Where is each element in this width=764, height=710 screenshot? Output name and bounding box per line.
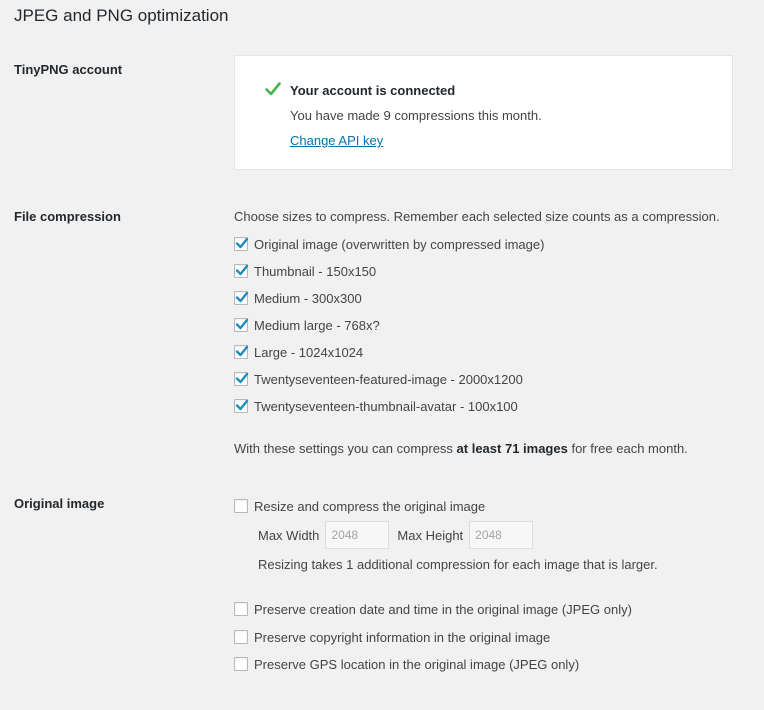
account-connected-title: Your account is connected: [290, 83, 456, 98]
resize-option[interactable]: [234, 497, 485, 515]
compressions-count-text: You have made 9 compressions this month.: [290, 108, 542, 123]
size-label: Medium - 300x300: [254, 290, 362, 306]
preserve-label: Preserve creation date and time in the original image (JPEG only): [254, 601, 632, 617]
original-image-label: Original image: [14, 496, 105, 511]
max-width-label: Max Width: [258, 527, 320, 543]
preserve-creation-date-option[interactable]: [234, 600, 632, 618]
size-option-featured-image[interactable]: [234, 370, 523, 388]
checkmark-icon: [234, 370, 250, 386]
account-status-box: [234, 55, 733, 170]
summary-suffix: for free each month.: [567, 441, 688, 456]
size-option-medium[interactable]: [234, 289, 362, 307]
size-label: Twentyseventeen-thumbnail-avatar - 100x100: [254, 398, 518, 414]
compression-description: Choose sizes to compress. Remember each selected size counts as a compression.: [234, 209, 720, 224]
size-checkbox[interactable]: [234, 399, 248, 413]
connected-check-icon: [265, 82, 281, 96]
size-option-medium-large[interactable]: [234, 316, 380, 334]
checkmark-icon: [234, 289, 250, 305]
checkmark-icon: [234, 343, 250, 359]
preserve-checkbox[interactable]: [234, 630, 248, 644]
size-checkbox[interactable]: [234, 318, 248, 332]
checkmark-icon: [234, 235, 250, 251]
checkmark-icon: [234, 316, 250, 332]
resize-checkbox[interactable]: [234, 499, 248, 513]
size-checkbox[interactable]: [234, 264, 248, 278]
size-option-large[interactable]: [234, 343, 363, 361]
size-option-original[interactable]: [234, 235, 544, 253]
compression-summary: [234, 441, 688, 456]
preserve-checkbox[interactable]: [234, 657, 248, 671]
size-label: Thumbnail - 150x150: [254, 263, 377, 279]
resize-label: Resize and compress the original image: [254, 498, 486, 514]
max-height-input[interactable]: [469, 521, 533, 549]
preserve-gps-option[interactable]: [234, 655, 579, 673]
summary-count: at least 71 images: [456, 441, 568, 456]
size-label: Medium large - 768x?: [254, 317, 380, 333]
size-option-thumbnail[interactable]: [234, 262, 376, 280]
max-height-label: Max Height: [397, 527, 464, 543]
size-checkbox[interactable]: [234, 372, 248, 386]
size-option-thumbnail-avatar[interactable]: [234, 397, 518, 415]
checkmark-icon: [234, 262, 250, 278]
preserve-checkbox[interactable]: [234, 602, 248, 616]
resize-dimensions: [258, 521, 541, 549]
checkmark-icon: [234, 397, 250, 413]
size-label: Large - 1024x1024: [254, 344, 364, 360]
max-width-input[interactable]: [325, 521, 389, 549]
tinypng-account-label: TinyPNG account: [14, 62, 123, 77]
size-label: Twentyseventeen-featured-image - 2000x1200: [254, 371, 523, 387]
preserve-label: Preserve copyright information in the original image: [254, 629, 551, 645]
size-label: Original image (overwritten by compressed image): [254, 236, 545, 252]
preserve-copyright-option[interactable]: [234, 628, 550, 646]
preserve-label: Preserve GPS location in the original image (JPEG only): [254, 656, 580, 672]
page-title: JPEG and PNG optimization: [14, 6, 229, 25]
change-api-key-link[interactable]: Change API key: [290, 133, 384, 148]
size-checkbox[interactable]: [234, 237, 248, 251]
file-compression-label: File compression: [14, 209, 121, 224]
summary-prefix: With these settings you can compress: [234, 441, 457, 456]
size-checkbox[interactable]: [234, 345, 248, 359]
size-checkbox[interactable]: [234, 291, 248, 305]
resize-note: Resizing takes 1 additional compression for each image that is larger.: [258, 557, 658, 572]
